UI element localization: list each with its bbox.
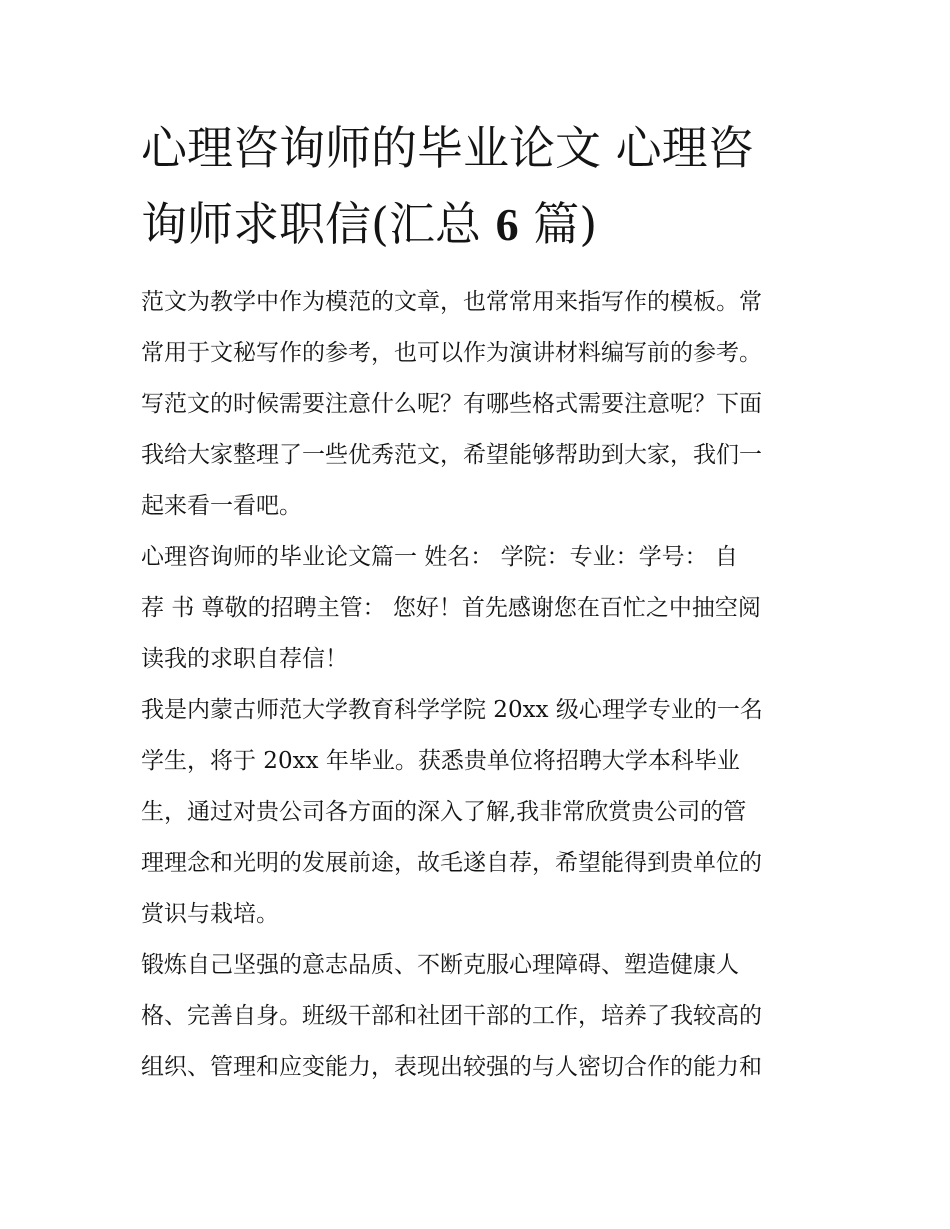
- paragraph-line: 组织、管理和应变能力，表现出较强的与人密切合作的能力和: [141, 1054, 762, 1080]
- paragraph-line: 学生，将于 20xx 年毕业。获悉贵单位将招聘大学本科毕业: [141, 748, 740, 774]
- paragraph-line: 赏识与栽培。: [141, 901, 279, 927]
- title-line-2-suffix: 篇): [518, 197, 598, 251]
- title-line-2-prefix: 询师求职信(汇总: [141, 197, 496, 251]
- paragraph-line: 我给大家整理了一些优秀范文，希望能够帮助到大家，我们一: [141, 442, 762, 468]
- paragraph-line: 理理念和光明的发展前途，故毛遂自荐，希望能得到贵单位的: [141, 850, 762, 876]
- paragraph-line: 范文为教学中作为模范的文章，也常常用来指写作的模板。常: [141, 289, 762, 315]
- paragraph-line: 我是内蒙古师范大学教育科学学院 20xx 级心理学专业的一名: [141, 697, 763, 723]
- document-title: [141, 110, 831, 263]
- title-line-1: 心理咨询师的毕业论文 心理咨: [141, 121, 754, 175]
- paragraph-line: 读我的求职自荐信！: [141, 646, 348, 672]
- paragraph-line: 生，通过对贵公司各方面的深入了解,我非常欣赏贵公司的管: [141, 799, 747, 825]
- paragraph-self-introduction: [141, 685, 821, 940]
- paragraph-letter-opening: [141, 532, 821, 685]
- paragraph-line: 锻炼自己坚强的意志品质、不断克服心理障碍、塑造健康人: [141, 952, 739, 978]
- paragraph-line: 起来看一看吧。: [141, 493, 302, 519]
- paragraph-line: 心理咨询师的毕业论文篇一 姓名： 学院：专业：学号： 自: [141, 544, 738, 570]
- title-line-2-number: 6: [495, 199, 519, 250]
- paragraph-qualities: [141, 940, 821, 1093]
- document-body: [141, 277, 821, 1093]
- paragraph-line: 写范文的时候需要注意什么呢？有哪些格式需要注意呢？下面: [141, 391, 762, 417]
- paragraph-line: 格、完善自身。班级干部和社团干部的工作，培养了我较高的: [141, 1003, 762, 1029]
- paragraph-line: 常用于文秘写作的参考，也可以作为演讲材料编写前的参考。: [141, 340, 762, 366]
- paragraph-line: 荐 书 尊敬的招聘主管： 您好！首先感谢您在百忙之中抽空阅: [141, 595, 761, 621]
- paragraph-intro: [141, 277, 821, 532]
